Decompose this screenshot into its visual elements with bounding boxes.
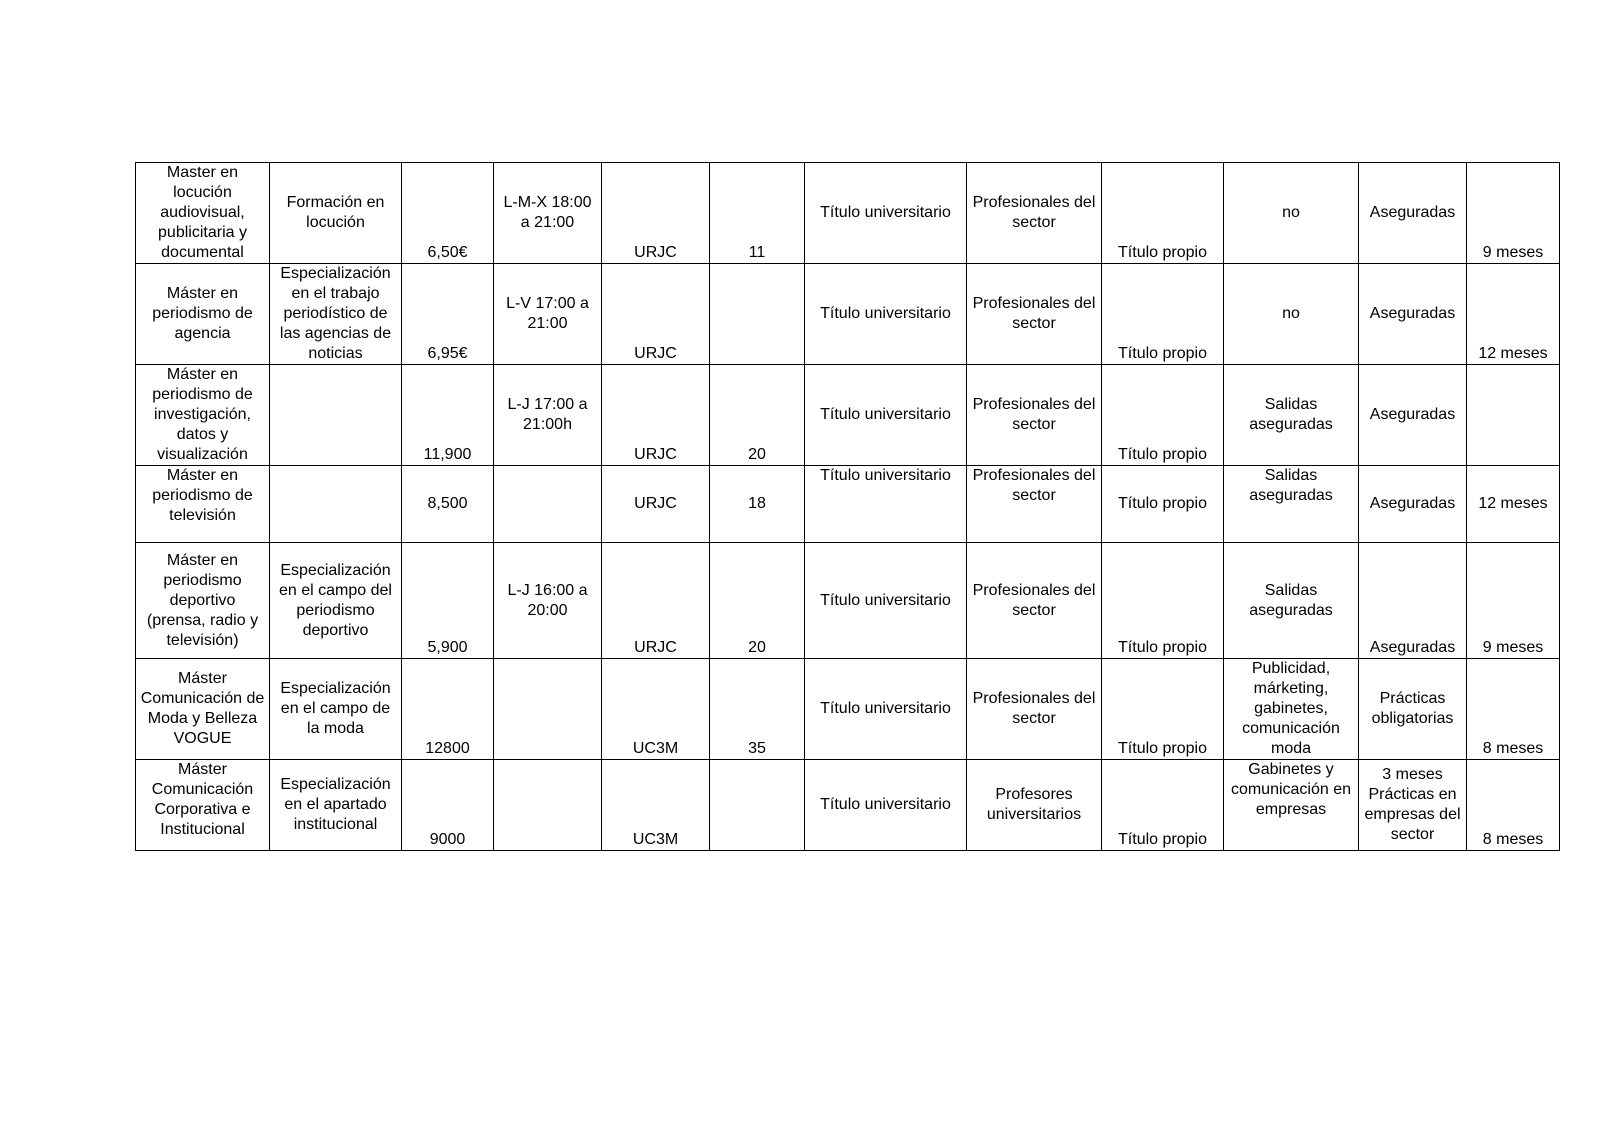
master-title-cell: Máster en periodismo de televisión [136, 466, 270, 543]
duration-cell [1467, 365, 1560, 466]
duration-cell: 9 meses [1467, 163, 1560, 264]
schedule-cell [494, 760, 602, 851]
career-exits-cell: Salidas aseguradas [1224, 365, 1359, 466]
internships-cell: Prácticas obligatorias [1359, 659, 1467, 760]
degree-cell: Título propio [1102, 163, 1224, 264]
requirement-cell: Título universitario [805, 163, 967, 264]
teachers-cell: Profesores universitarios [967, 760, 1102, 851]
masters-table [135, 162, 1560, 851]
degree-cell: Título propio [1102, 466, 1224, 543]
table-row [136, 466, 1560, 543]
internships-cell: Aseguradas [1359, 466, 1467, 543]
places-cell [710, 760, 805, 851]
degree-cell: Título propio [1102, 760, 1224, 851]
table-row [136, 659, 1560, 760]
places-cell: 18 [710, 466, 805, 543]
places-cell: 20 [710, 543, 805, 659]
university-cell: UC3M [602, 760, 710, 851]
table-row [136, 163, 1560, 264]
teachers-cell: Profesionales del sector [967, 163, 1102, 264]
table-row [136, 543, 1560, 659]
master-title-cell: Máster en periodismo de agencia [136, 264, 270, 365]
career-exits-cell: Gabinetes y comunicación en empresas [1224, 760, 1359, 851]
career-exits-cell: no [1224, 264, 1359, 365]
university-cell: URJC [602, 163, 710, 264]
requirement-cell: Título universitario [805, 659, 967, 760]
master-title-cell: Master en locución audiovisual, publicitaria y documental [136, 163, 270, 264]
schedule-cell [494, 466, 602, 543]
duration-cell: 12 meses [1467, 264, 1560, 365]
degree-cell: Título propio [1102, 264, 1224, 365]
career-exits-cell: no [1224, 163, 1359, 264]
price-cell: 12800 [402, 659, 494, 760]
description-cell [270, 466, 402, 543]
description-cell: Formación en locución [270, 163, 402, 264]
duration-cell: 8 meses [1467, 760, 1560, 851]
table-row [136, 760, 1560, 851]
degree-cell: Título propio [1102, 543, 1224, 659]
teachers-cell: Profesionales del sector [967, 264, 1102, 365]
description-cell [270, 365, 402, 466]
description-cell: Especialización en el trabajo periodístico de las agencias de noticias [270, 264, 402, 365]
price-cell: 5,900 [402, 543, 494, 659]
places-cell: 11 [710, 163, 805, 264]
teachers-cell: Profesionales del sector [967, 543, 1102, 659]
university-cell: URJC [602, 365, 710, 466]
duration-cell: 9 meses [1467, 543, 1560, 659]
price-cell: 8,500 [402, 466, 494, 543]
duration-cell: 12 meses [1467, 466, 1560, 543]
requirement-cell: Título universitario [805, 466, 967, 543]
teachers-cell: Profesionales del sector [967, 466, 1102, 543]
master-title-cell: Máster Comunicación de Moda y Belleza VOGUE [136, 659, 270, 760]
price-cell: 6,50€ [402, 163, 494, 264]
requirement-cell: Título universitario [805, 543, 967, 659]
schedule-cell: L-M-X 18:00 a 21:00 [494, 163, 602, 264]
schedule-cell [494, 659, 602, 760]
description-cell: Especialización en el campo de la moda [270, 659, 402, 760]
places-cell: 35 [710, 659, 805, 760]
places-cell [710, 264, 805, 365]
duration-cell: 8 meses [1467, 659, 1560, 760]
career-exits-cell: Publicidad, márketing, gabinetes, comunicación moda [1224, 659, 1359, 760]
master-title-cell: Máster Comunicación Corporativa e Institucional [136, 760, 270, 851]
career-exits-cell: Salidas aseguradas [1224, 466, 1359, 543]
degree-cell: Título propio [1102, 659, 1224, 760]
university-cell: URJC [602, 264, 710, 365]
schedule-cell: L-J 16:00 a 20:00 [494, 543, 602, 659]
degree-cell: Título propio [1102, 365, 1224, 466]
table-row [136, 264, 1560, 365]
teachers-cell: Profesionales del sector [967, 365, 1102, 466]
places-cell: 20 [710, 365, 805, 466]
schedule-cell: L-J 17:00 a 21:00h [494, 365, 602, 466]
internships-cell: 3 meses Prácticas en empresas del sector [1359, 760, 1467, 851]
internships-cell: Aseguradas [1359, 543, 1467, 659]
description-cell: Especialización en el apartado institucional [270, 760, 402, 851]
requirement-cell: Título universitario [805, 365, 967, 466]
price-cell: 11,900 [402, 365, 494, 466]
description-cell: Especialización en el campo del periodismo deportivo [270, 543, 402, 659]
price-cell: 6,95€ [402, 264, 494, 365]
career-exits-cell: Salidas aseguradas [1224, 543, 1359, 659]
schedule-cell: L-V 17:00 a 21:00 [494, 264, 602, 365]
teachers-cell: Profesionales del sector [967, 659, 1102, 760]
master-title-cell: Máster en periodismo deportivo (prensa, radio y televisión) [136, 543, 270, 659]
master-title-cell: Máster en periodismo de investigación, datos y visualización [136, 365, 270, 466]
university-cell: URJC [602, 466, 710, 543]
internships-cell: Aseguradas [1359, 163, 1467, 264]
internships-cell: Aseguradas [1359, 264, 1467, 365]
price-cell: 9000 [402, 760, 494, 851]
university-cell: URJC [602, 543, 710, 659]
university-cell: UC3M [602, 659, 710, 760]
internships-cell: Aseguradas [1359, 365, 1467, 466]
requirement-cell: Título universitario [805, 760, 967, 851]
requirement-cell: Título universitario [805, 264, 967, 365]
table-row [136, 365, 1560, 466]
